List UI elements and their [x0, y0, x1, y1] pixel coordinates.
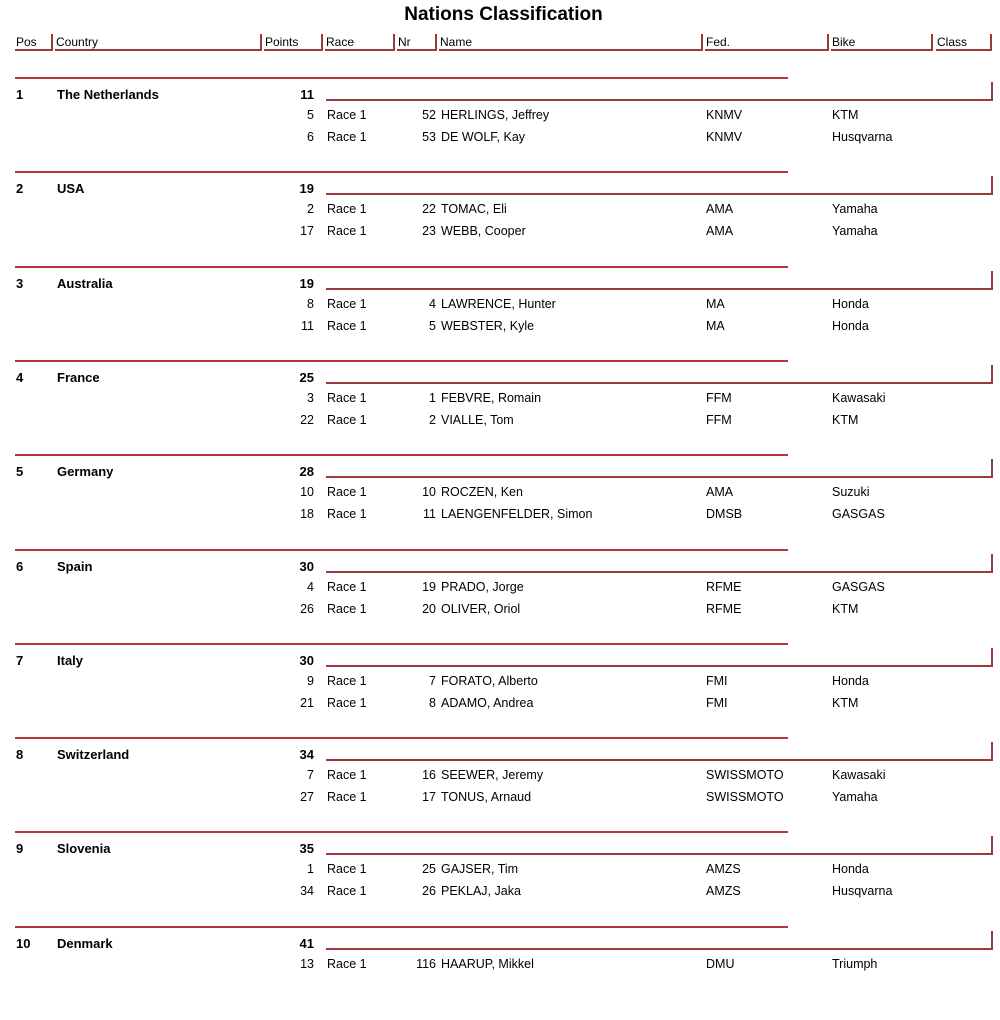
rider-name: LAENGENFELDER, Simon [441, 507, 593, 521]
rider-bike: Honda [832, 319, 869, 333]
rider-race: Race 1 [327, 202, 367, 216]
rider-race: Race 1 [327, 413, 367, 427]
rider-federation: SWISSMOTO [706, 768, 784, 782]
rider-federation: DMU [706, 957, 735, 971]
rider-race: Race 1 [327, 674, 367, 688]
rider-federation: KNMV [706, 108, 743, 122]
rider-row [0, 957, 1000, 979]
rider-bike: Triumph [832, 957, 878, 971]
nation-separator-line [15, 831, 788, 833]
rider-name: HERLINGS, Jeffrey [441, 108, 550, 122]
nation-separator-line [15, 266, 788, 268]
rider-race: Race 1 [327, 507, 367, 521]
rider-points: 22 [300, 413, 314, 427]
nation-points: 30 [299, 653, 314, 668]
nation-country: USA [57, 181, 85, 196]
rider-federation: MA [706, 319, 725, 333]
rider-name: DE WOLF, Kay [441, 130, 526, 144]
nation-country: Australia [57, 276, 113, 291]
rider-row [0, 580, 1000, 602]
rider-federation: AMA [706, 485, 734, 499]
rider-bike: Honda [832, 297, 869, 311]
nation-block [0, 549, 1000, 643]
rider-name: ADAMO, Andrea [441, 696, 534, 710]
nation-pos: 3 [16, 276, 24, 291]
nation-points: 25 [299, 370, 314, 385]
header-race: Race [325, 34, 395, 51]
rider-points: 9 [307, 674, 314, 688]
nation-bracket-line [326, 836, 993, 855]
rider-row [0, 862, 1000, 884]
nation-bracket-line [326, 176, 993, 195]
rider-points: 10 [300, 485, 314, 499]
rider-name: PRADO, Jorge [441, 580, 524, 594]
header-class: Class [936, 34, 992, 51]
rider-points: 3 [307, 391, 314, 405]
nation-block [0, 926, 1000, 1020]
rider-race: Race 1 [327, 108, 367, 122]
rider-federation: MA [706, 297, 725, 311]
rider-points: 13 [300, 957, 314, 971]
header-nr: Nr [397, 34, 437, 51]
rider-bike: Yamaha [832, 790, 878, 804]
header-name: Name [439, 34, 703, 51]
nation-points: 11 [300, 87, 314, 102]
nation-bracket-line [326, 931, 993, 950]
nation-separator-line [15, 737, 788, 739]
rider-name: TOMAC, Eli [441, 202, 507, 216]
rider-race: Race 1 [327, 862, 367, 876]
rider-federation: KNMV [706, 130, 743, 144]
rider-bike: GASGAS [832, 580, 885, 594]
rider-number: 5 [429, 319, 436, 333]
rider-name: VIALLE, Tom [441, 413, 514, 427]
nation-points: 41 [299, 936, 314, 951]
page-title: Nations Classification [404, 4, 603, 25]
nation-bracket-line [326, 459, 993, 478]
nation-pos: 6 [16, 559, 24, 574]
nation-country: France [57, 370, 100, 385]
nation-separator-line [15, 360, 788, 362]
rider-race: Race 1 [327, 130, 367, 144]
rider-number: 11 [423, 507, 436, 521]
rider-race: Race 1 [327, 768, 367, 782]
rider-number: 26 [422, 884, 436, 898]
rider-number: 2 [429, 413, 436, 427]
rider-race: Race 1 [327, 884, 367, 898]
rider-bike: GASGAS [832, 507, 885, 521]
nation-country: Denmark [57, 936, 113, 951]
nation-pos: 7 [16, 653, 24, 668]
rider-race: Race 1 [327, 957, 367, 971]
rider-bike: Husqvarna [832, 130, 893, 144]
rider-points: 18 [300, 507, 314, 521]
nation-block [0, 171, 1000, 265]
rider-name: SEEWER, Jeremy [441, 768, 544, 782]
rider-number: 10 [422, 485, 436, 499]
rider-bike: Husqvarna [832, 884, 893, 898]
rider-number: 4 [429, 297, 436, 311]
nation-points: 34 [299, 747, 314, 762]
rider-name: TONUS, Arnaud [441, 790, 532, 804]
nation-bracket-line [326, 365, 993, 384]
rider-row [0, 790, 1000, 812]
rider-points: 27 [300, 790, 314, 804]
rider-number: 25 [422, 862, 436, 876]
nation-separator-line [15, 549, 788, 551]
nation-pos: 1 [16, 87, 24, 102]
rider-bike: Suzuki [832, 485, 870, 499]
rider-federation: AMA [706, 202, 734, 216]
rider-race: Race 1 [327, 602, 367, 616]
rider-race: Race 1 [327, 224, 367, 238]
rider-number: 20 [422, 602, 436, 616]
nation-bracket-line [326, 554, 993, 573]
rider-points: 21 [300, 696, 314, 710]
rider-row [0, 297, 1000, 319]
nation-country: Germany [57, 464, 114, 479]
rider-row [0, 202, 1000, 224]
nation-country: Spain [57, 559, 93, 574]
nation-pos: 8 [16, 747, 24, 762]
nation-block [0, 454, 1000, 548]
rider-federation: DMSB [706, 507, 743, 521]
rider-race: Race 1 [327, 696, 367, 710]
rider-points: 4 [307, 580, 314, 594]
rider-number: 1 [429, 391, 436, 405]
rider-row [0, 884, 1000, 906]
rider-points: 7 [307, 768, 314, 782]
rider-row [0, 674, 1000, 696]
rider-federation: RFME [706, 580, 742, 594]
nation-bracket-line [326, 82, 993, 101]
rider-row [0, 108, 1000, 130]
rider-points: 26 [300, 602, 314, 616]
rider-federation: RFME [706, 602, 742, 616]
rider-points: 11 [301, 319, 314, 333]
nation-separator-line [15, 454, 788, 456]
nation-pos: 4 [16, 370, 24, 385]
header-points: Points [264, 34, 323, 51]
rider-row [0, 319, 1000, 341]
rider-federation: AMZS [706, 862, 741, 876]
rider-name: WEBB, Cooper [441, 224, 526, 238]
rider-federation: FMI [706, 696, 728, 710]
rider-number: 7 [429, 674, 436, 688]
rider-race: Race 1 [327, 485, 367, 499]
nation-points: 28 [299, 464, 314, 479]
nation-points: 30 [299, 559, 314, 574]
nation-pos: 2 [16, 181, 24, 196]
rider-points: 5 [307, 108, 314, 122]
header-bike: Bike [831, 34, 933, 51]
rider-number: 17 [422, 790, 436, 804]
nation-block [0, 831, 1000, 925]
rider-bike: Honda [832, 862, 869, 876]
rider-name: WEBSTER, Kyle [441, 319, 535, 333]
rider-bike: Kawasaki [832, 391, 886, 405]
rider-bike: KTM [832, 413, 859, 427]
rider-row [0, 413, 1000, 435]
nation-country: Slovenia [57, 841, 111, 856]
rider-bike: Yamaha [832, 202, 878, 216]
nation-bracket-line [326, 648, 993, 667]
rider-points: 6 [307, 130, 314, 144]
rider-row [0, 768, 1000, 790]
rider-points: 34 [300, 884, 314, 898]
rider-number: 52 [422, 108, 436, 122]
rider-number: 19 [422, 580, 436, 594]
rider-bike: Yamaha [832, 224, 878, 238]
rider-number: 53 [422, 130, 436, 144]
nation-points: 19 [299, 181, 314, 196]
rider-federation: FFM [706, 391, 732, 405]
rider-number: 8 [429, 696, 436, 710]
rider-name: OLIVER, Oriol [441, 602, 521, 616]
nation-block [0, 643, 1000, 737]
nation-separator-line [15, 643, 788, 645]
nation-separator-line [15, 926, 788, 928]
rider-row [0, 391, 1000, 413]
rider-number: 22 [422, 202, 436, 216]
rider-bike: Kawasaki [832, 768, 886, 782]
nation-bracket-line [326, 742, 993, 761]
rider-points: 17 [300, 224, 314, 238]
nation-country: The Netherlands [57, 87, 159, 102]
nation-separator-line [15, 77, 788, 79]
rider-federation: FMI [706, 674, 728, 688]
rider-name: ROCZEN, Ken [441, 485, 523, 499]
rider-federation: AMZS [706, 884, 741, 898]
header-fed: Fed. [705, 34, 829, 51]
rider-name: HAARUP, Mikkel [441, 957, 534, 971]
rider-row [0, 507, 1000, 529]
rider-number: 16 [422, 768, 436, 782]
rider-row [0, 130, 1000, 152]
rider-points: 1 [307, 862, 314, 876]
header-country: Country [55, 34, 262, 51]
rider-name: FEBVRE, Romain [441, 391, 542, 405]
rider-points: 2 [307, 202, 314, 216]
rider-bike: Honda [832, 674, 869, 688]
rider-number: 116 [416, 957, 436, 971]
nation-points: 35 [299, 841, 314, 856]
nation-separator-line [15, 171, 788, 173]
nation-block [0, 737, 1000, 831]
nation-bracket-line [326, 271, 993, 290]
rider-federation: FFM [706, 413, 732, 427]
rider-race: Race 1 [327, 790, 367, 804]
rider-points: 8 [307, 297, 314, 311]
rider-federation: AMA [706, 224, 734, 238]
nation-pos: 10 [16, 936, 31, 951]
rider-name: PEKLAJ, Jaka [441, 884, 521, 898]
rider-bike: KTM [832, 696, 859, 710]
rider-row [0, 696, 1000, 718]
nation-country: Italy [57, 653, 84, 668]
nation-block [0, 266, 1000, 360]
rider-row [0, 485, 1000, 507]
rider-number: 23 [422, 224, 436, 238]
rider-row [0, 602, 1000, 624]
rider-federation: SWISSMOTO [706, 790, 784, 804]
rider-name: GAJSER, Tim [441, 862, 519, 876]
nation-country: Switzerland [57, 747, 130, 762]
rider-bike: KTM [832, 602, 859, 616]
rider-race: Race 1 [327, 319, 367, 333]
header-pos: Pos [15, 34, 53, 51]
nation-pos: 5 [16, 464, 24, 479]
rider-race: Race 1 [327, 297, 367, 311]
rider-bike: KTM [832, 108, 859, 122]
nation-block [0, 77, 1000, 171]
nation-pos: 9 [16, 841, 24, 856]
rider-name: FORATO, Alberto [441, 674, 538, 688]
rider-name: LAWRENCE, Hunter [441, 297, 556, 311]
rider-race: Race 1 [327, 580, 367, 594]
nation-points: 19 [299, 276, 314, 291]
nation-block [0, 360, 1000, 454]
rider-race: Race 1 [327, 391, 367, 405]
rider-row [0, 224, 1000, 246]
